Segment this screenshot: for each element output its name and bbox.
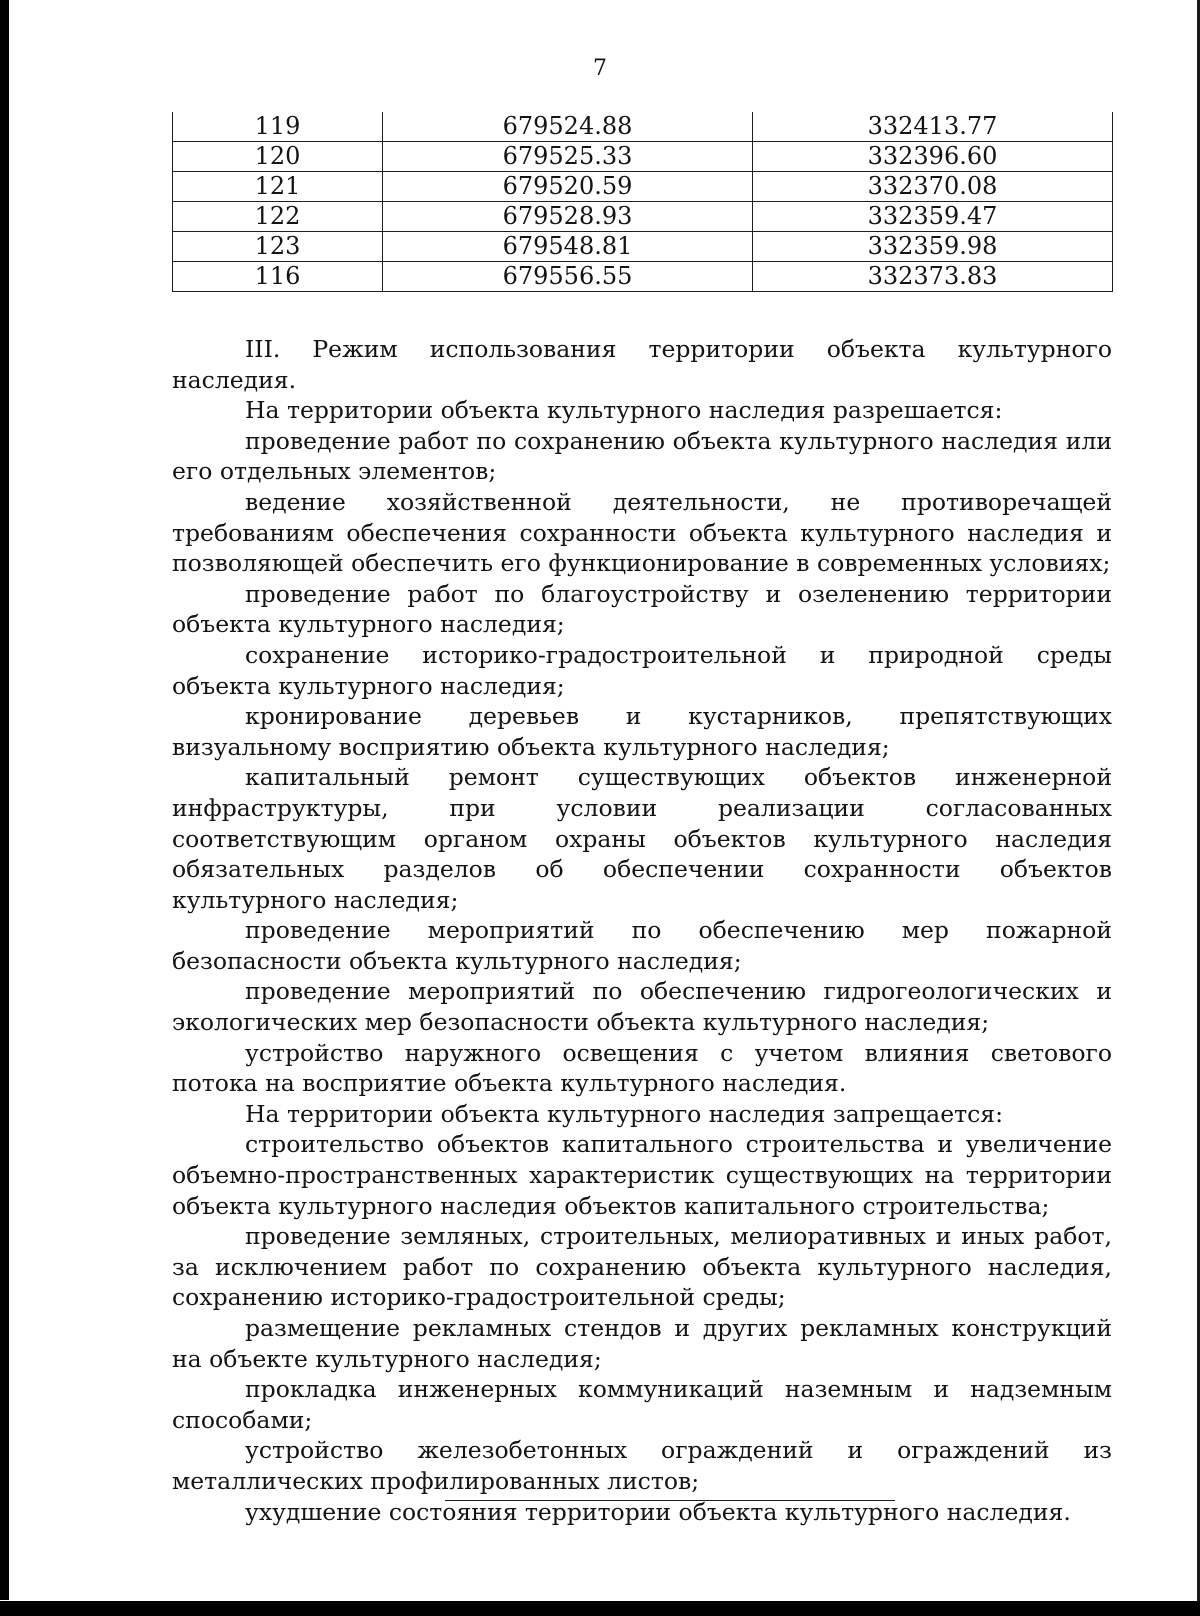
permitted-item: проведение мероприятий по обеспечению гидрогеологических и экологических мер безопасности объекта культурного наследия; [172,977,1112,1037]
permitted-item: проведение мероприятий по обеспечению мер пожарной безопасности объекта культурного наследия; [172,916,1112,975]
prohibited-item: размещение рекламных стендов и других рекламных конструкций на объекте культурного наследия; [172,1314,1112,1373]
prohibited-item: устройство железобетонных ограждений и ограждений из металлических профилированных листов; [172,1436,1112,1495]
table-row [173,262,1113,292]
page-number: 7 [593,56,607,81]
permitted-item: устройство наружного освещения с учетом влияния светового потока на восприятие объекта культурного наследия. [172,1038,1112,1098]
permitted-item: ведение хозяйственной деятельности, не противоречащей требованиям обеспечения сохранности объекта культурного наследия и позволяющей обеспечить его функционирование в современных условиях; [172,487,1112,578]
table-row [173,112,1113,142]
prohibited-item: ухудшение состояния территории объекта культурного наследия. [245,1497,1071,1526]
scan-border-bottom [0,1601,1200,1616]
coordinate-y-cell: 332413.77 [753,112,1113,142]
coordinate-y-cell: 332396.60 [753,142,1113,172]
coordinate-y-cell: 332373.83 [753,262,1113,292]
table-row [173,202,1113,232]
coordinate-y-cell: 332370.08 [753,172,1113,202]
prohibited-item: проведение земляных, строительных, мелиоративных и иных работ, за исключением работ по сохранению объекта культурного наследия, сохранению историко-градостроительной среды; [172,1222,1112,1312]
point-number-cell: 120 [173,142,383,172]
table-row [173,232,1113,262]
point-number-cell: 116 [173,262,383,292]
permitted-item: проведение работ по благоустройству и озеленению территории объекта культурного наследия; [172,579,1112,639]
permitted-item: капитальный ремонт существующих объектов инженерной инфраструктуры, при условии реализации согласованных соответствующим органом охраны объектов культурного наследия обязательных разделов об обеспечении сохранности объектов культурного наследия; [172,763,1112,914]
point-number-cell: 123 [173,232,383,262]
coordinate-x-cell: 679524.88 [383,112,753,142]
prohibited-item: прокладка инженерных коммуникаций наземным и надземным способами; [172,1375,1112,1434]
coordinates-table [172,112,1113,292]
permitted-item: кронирование деревьев и кустарников, препятствующих визуальному восприятию объекта культурного наследия; [172,702,1112,761]
end-divider-line [445,1500,895,1501]
scan-border-left [0,0,9,1600]
coordinate-x-cell: 679520.59 [383,172,753,202]
coordinate-y-cell: 332359.98 [753,232,1113,262]
coordinate-x-cell: 679548.81 [383,232,753,262]
regulation-text [172,334,1112,1527]
coordinate-x-cell: 679556.55 [383,262,753,292]
coordinate-x-cell: 679525.33 [383,142,753,172]
point-number-cell: 122 [173,202,383,232]
table-row [173,142,1113,172]
table-row [173,172,1113,202]
coordinate-x-cell: 679528.93 [383,202,753,232]
permitted-item: сохранение историко-градостроительной и природной среды объекта культурного наследия; [172,640,1112,700]
prohibited-intro: На территории объекта культурного наследия запрещается: [245,1099,1004,1128]
point-number-cell: 121 [173,172,383,202]
prohibited-item: строительство объектов капитального строительства и увеличение объемно-пространственных характеристик существующих на территории объекта культурного наследия объектов капитального строительства; [172,1130,1112,1220]
permitted-intro: На территории объекта культурного наследия разрешается: [245,396,1003,425]
point-number-cell: 119 [173,112,383,142]
permitted-item: проведение работ по сохранению объекта культурного наследия или его отдельных элементов; [172,426,1112,486]
section-heading: III. Режим использования территории объекта культурного наследия. [172,335,1112,394]
coordinate-y-cell: 332359.47 [753,202,1113,232]
